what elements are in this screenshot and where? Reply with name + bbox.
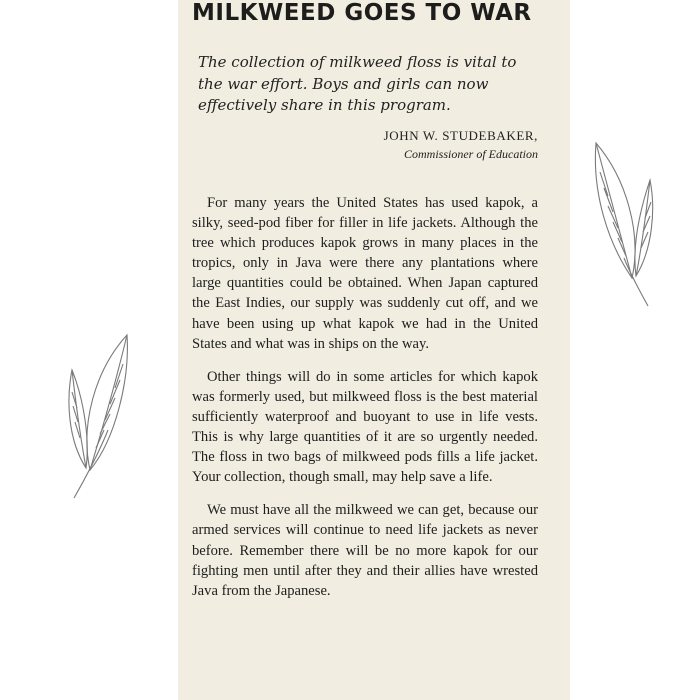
article-quote: The collection of milkweed floss is vital to the war effort. Boys and girls can now effectively share in this program. — [198, 53, 517, 114]
paragraph-3: We must have all the milkweed we can get, because our armed services will continue to need life jackets as never before. Remember there will be no more kapok for our fighting men until after they and their allies have wrested Java from the Japanese. — [192, 502, 538, 599]
quote-author-title: Commissioner of Education — [404, 147, 538, 161]
document-page — [178, 0, 570, 700]
leaf-sprig-icon — [588, 138, 663, 313]
article-title: MILKWEED GOES TO WAR — [192, 0, 532, 26]
paragraph-1: For many years the United States has used kapok, a silky, seed-pod fiber for filler in life jackets. Although the tree which produces kapok grows in many places in the tropics, only in Java were there any plantations where large quantities could be obtained. When Japan captured the East Indies, our supply was suddenly cut off, and we have been using up what kapok we had in the United States and what was in ships on the way. — [192, 195, 538, 352]
article-body — [192, 193, 538, 614]
paragraph-2: Other things will do in some articles for which kapok was formerly used, but milkweed floss is the best material sufficiently waterproof and buoyant to use in life vests. This is why large quantities of it are so urgently needed. The floss in two bags of milkweed pods fills a life jacket. Your collection, though small, may help save a life. — [192, 368, 538, 486]
leaf-sprig-icon — [60, 330, 135, 505]
quote-author-name: JOHN W. STUDEBAKER, — [383, 128, 538, 143]
